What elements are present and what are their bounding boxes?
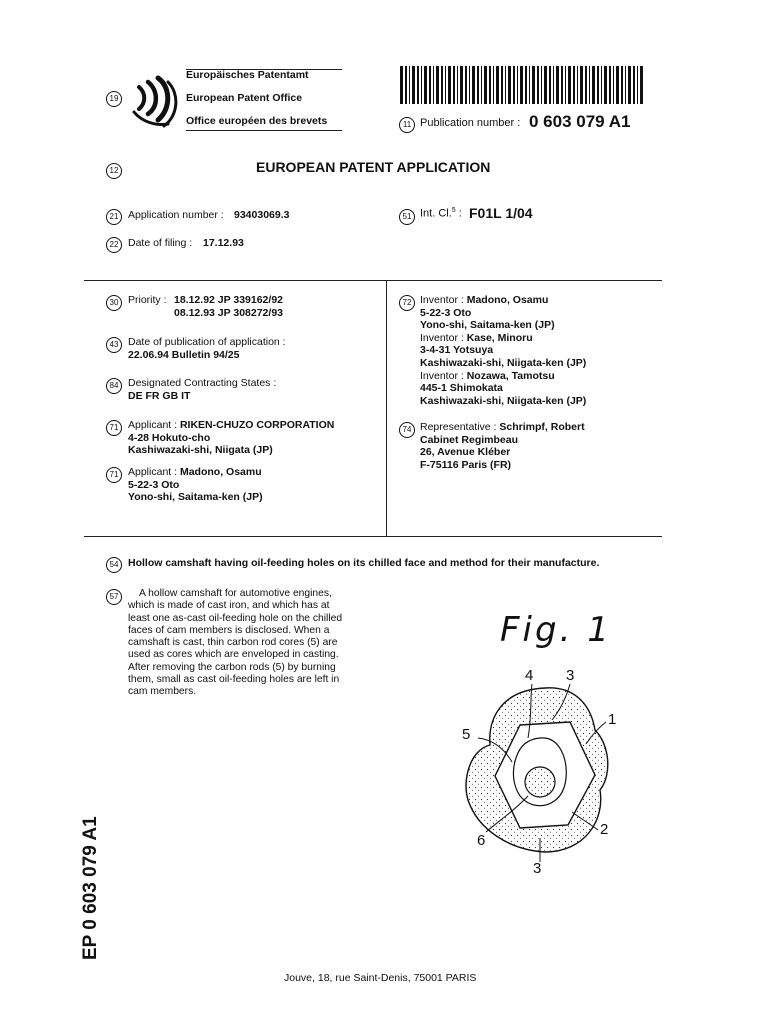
abstract-line: faces of cam members is disclosed. When a [128,624,330,636]
figure-label-1: 1 [608,711,617,728]
biblio-rule-bottom [84,536,662,537]
inventor-name: Nozawa, Tamotsu [466,369,555,382]
barcode-bar [477,66,479,104]
publication-number-label: Publication number : [420,117,521,129]
applicant-label: Applicant : [128,419,178,431]
barcode-bar [457,66,458,104]
inventor-name: Kase, Minoru [466,331,533,344]
barcode-bar [628,66,631,104]
inid-code-84: 84 [106,378,122,394]
inid-code-72: 72 [399,295,415,311]
inventors-block [420,294,586,407]
figure-label-3-top: 3 [566,667,575,684]
classification-label-text: Int. Cl. [420,207,452,220]
barcode-bar [496,66,499,104]
barcode-bar [592,66,595,104]
office-name-fr: Office européen des brevets [186,115,328,127]
priority-block [128,294,167,307]
priority-label: Priority : [128,294,167,306]
barcode-bar [421,66,422,104]
office-name-en: European Patent Office [186,92,303,104]
inid-code-19: 19 [106,91,122,107]
designated-states-block [128,377,276,402]
publication-date-label: Date of publication of application : [128,336,286,348]
barcode-bar [609,66,611,104]
barcode-bar [633,66,635,104]
barcode-bar [580,66,583,104]
barcode-bar [445,66,446,104]
inid-code-22: 22 [106,237,122,253]
barcode-bar [493,66,494,104]
barcode-bar [532,66,535,104]
barcode-bar [637,66,638,104]
barcode-bar [553,66,554,104]
barcode-bar [484,66,487,104]
barcode-bar [577,66,578,104]
barcode-bar [472,66,475,104]
barcode-bar [429,66,431,104]
inventor-address-line: 5-22-3 Oto [420,306,472,319]
barcode-bar [460,66,463,104]
classification-value: F01L 1/04 [469,205,533,221]
classification-label [420,207,462,220]
office-rule-bottom [186,130,342,131]
inid-code-12: 12 [106,163,122,179]
barcode-bar [405,66,407,104]
barcode-bar [589,66,590,104]
barcode-bar [573,66,575,104]
abstract-line: least one as-cast oil-feeding hole on the chilled [128,612,343,624]
barcode-bar [568,66,571,104]
publication-number: 0 603 079 A1 [529,112,631,131]
carbon-rod-core [525,767,555,797]
applicant-1-block [128,419,334,457]
barcode-bar [565,66,566,104]
barcode-bar [412,66,415,104]
inventor-label: Inventor : [420,331,464,344]
publication-date-block [128,336,286,361]
abstract-line: them, small as cast oil-feeding holes are left in [128,674,340,686]
designated-states-label: Designated Contracting States : [128,377,277,389]
barcode-bar [604,66,607,104]
barcode-bar [501,66,503,104]
biblio-column-divider [386,280,387,536]
barcode-bar [556,66,559,104]
document-type-title: EUROPEAN PATENT APPLICATION [256,159,491,175]
applicant-address-line: Kashiwazaki-shi, Niigata (JP) [128,444,273,457]
abstract-line: used as cores which are enveloped in casting. [128,649,339,661]
designated-states-value: DE FR GB IT [128,389,191,402]
figure-label-5: 5 [462,726,471,743]
abstract-text [128,588,376,699]
applicant-label: Applicant : [128,466,178,478]
abstract-line: cam members. [128,686,197,698]
application-number: 93403069.3 [234,209,290,221]
barcode [400,66,646,104]
barcode-bar [529,66,530,104]
barcode-bar [585,66,587,104]
barcode-bar [621,66,623,104]
applicant-address-line: 4-28 Hokuto-cho [128,431,211,444]
abstract-line: A hollow camshaft for automotive engines, [139,588,332,599]
barcode-bar [448,66,451,104]
priority-line: 08.12.93 JP 308272/93 [174,306,283,319]
inventor-address-line: 445-1 Shimokata [420,382,503,395]
barcode-bar [625,66,626,104]
barcode-bar [453,66,455,104]
barcode-bar [640,66,643,104]
barcode-bar [465,66,467,104]
biblio-rule-top [84,280,662,281]
applicant-address-line: Yono-shi, Saitama-ken (JP) [128,491,263,504]
figure-label-2: 2 [600,821,609,838]
representative-address-line: F-75116 Paris (FR) [420,458,512,471]
barcode-bar [537,66,539,104]
representative-block [420,421,585,471]
representative-address-line: 26, Avenue Kléber [420,446,511,459]
barcode-bar [541,66,542,104]
epo-logo [128,72,182,130]
barcode-bar [561,66,563,104]
publication-date-value: 22.06.94 Bulletin 94/25 [128,348,240,361]
office-name-de: Europäisches Patentamt [186,69,309,81]
barcode-bar [489,66,491,104]
abstract-line: After removing the carbon rods (5) by burning [128,661,336,673]
inid-code-71: 71 [106,467,122,483]
inid-code-11: 11 [399,117,415,133]
barcode-bar [417,66,419,104]
figure-caption: Fig. 1 [500,610,612,650]
representative-address-line: Cabinet Regimbeau [420,433,519,446]
barcode-bar [481,66,482,104]
applicant-2-block [128,466,263,504]
inventor-address-line: 3-4-31 Yotsuya [420,344,494,357]
printer-footer: Jouve, 18, rue Saint-Denis, 75001 PARIS [284,972,477,984]
inid-code-51: 51 [399,209,415,225]
barcode-bar [525,66,527,104]
representative-label: Representative : [420,421,497,433]
inventor-address-line: Kashiwazaki-shi, Niigata-ken (JP) [420,356,587,369]
barcode-bar [441,66,443,104]
barcode-bar [549,66,551,104]
inventor-address-line: Kashiwazaki-shi, Niigata-ken (JP) [420,394,587,407]
barcode-bar [517,66,518,104]
inventor-address-line: Yono-shi, Saitama-ken (JP) [420,319,555,332]
inid-code-21: 21 [106,209,122,225]
barcode-bar [409,66,410,104]
barcode-bar [544,66,547,104]
barcode-bar [508,66,511,104]
classification-separator: : [455,207,462,220]
applicant-name: Madono, Osamu [179,466,262,478]
barcode-bar [597,66,599,104]
inid-code-30: 30 [106,295,122,311]
barcode-bar [436,66,439,104]
side-publication-number: EP 0 603 079 A1 [80,816,101,960]
priority-line: 18.12.92 JP 339162/92 [174,294,283,306]
inventor-label: Inventor : [420,294,464,306]
barcode-bar [613,66,614,104]
filing-date-label: Date of filing : [128,237,193,249]
application-number-label: Application number : [128,209,224,221]
figure-label-4: 4 [525,667,534,684]
inid-code-74: 74 [399,422,415,438]
applicant-name: RIKEN-CHUZO CORPORATION [179,419,335,431]
inventor-name: Madono, Osamu [466,294,549,306]
inid-code-43: 43 [106,337,122,353]
figure-label-6: 6 [477,832,486,849]
representative-name: Schrimpf, Robert [499,421,585,433]
abstract-line: camshaft is cast, thin carbon rod cores (5) are [128,637,338,649]
barcode-bar [424,66,427,104]
inid-code-54: 54 [106,557,122,573]
barcode-bar [469,66,470,104]
barcode-bar [505,66,506,104]
abstract-line: which is made of cast iron, and which has at [128,600,330,612]
inid-code-57: 57 [106,589,122,605]
barcode-bar [400,66,403,104]
inventor-label: Inventor : [420,369,464,382]
barcode-bar [433,66,434,104]
priority-values [174,294,283,319]
camshaft-cross-section-figure [450,660,630,890]
barcode-bar [513,66,515,104]
inid-code-71: 71 [106,420,122,436]
barcode-bar [520,66,523,104]
invention-title: Hollow camshaft having oil-feeding holes on its chilled face and method for their manufacture. [128,557,600,569]
classification-edition: 5 [451,207,456,214]
applicant-address-line: 5-22-3 Oto [128,478,180,491]
figure-label-3-bottom: 3 [533,860,542,877]
barcode-bar [601,66,602,104]
filing-date: 17.12.93 [203,237,244,249]
barcode-bar [616,66,619,104]
